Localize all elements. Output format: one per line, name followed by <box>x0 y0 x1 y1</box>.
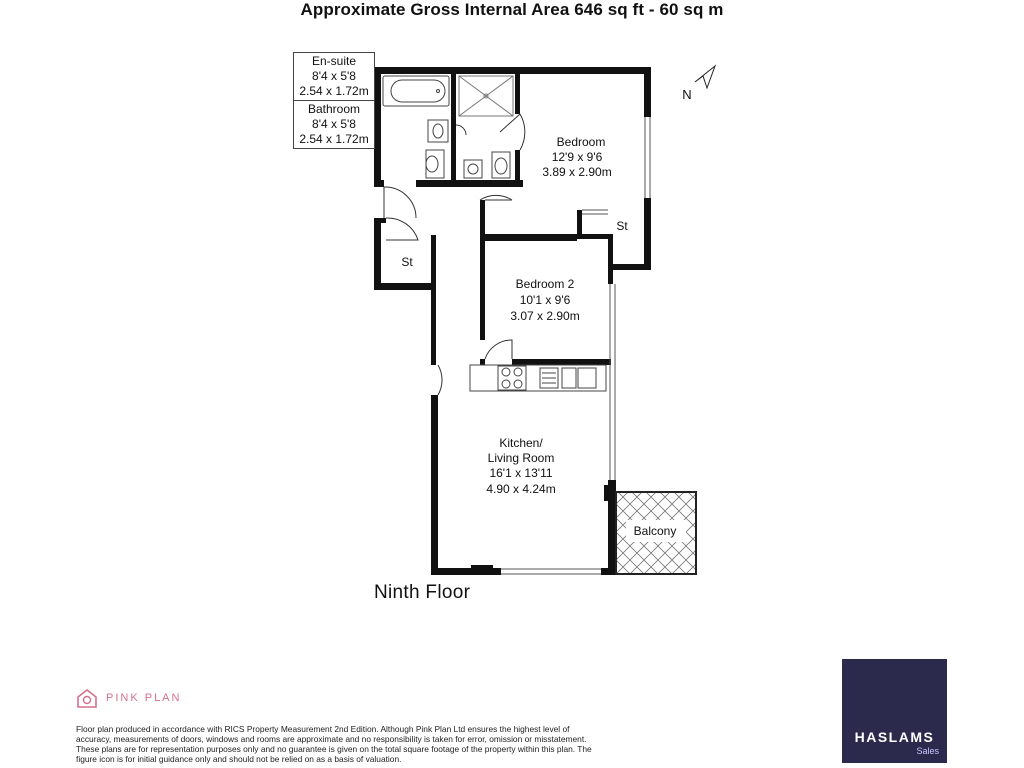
bath-fixture <box>383 76 449 106</box>
logo-text: PINK PLAN <box>106 692 182 704</box>
store1-label: St <box>401 255 413 269</box>
bathroom-name: Bathroom <box>307 102 361 116</box>
store2-label: St <box>616 219 628 233</box>
disclaimer-text: Floor plan produced in accordance with RICS Property Measurement 2nd Edition. Although Pink Plan Ltd ensures the highest level of accuracy, measurements of doors, windows and rooms are approximate and no responsibility is taken for error, omission or misstatement. These plans are for representation purposes only and no guarantee is given on the total square footage of the property within this plan. The figure icon is for initial guidance only and should not be relied on as a basis of valuation. <box>76 724 592 764</box>
balcony-label: Balcony <box>633 524 677 538</box>
brand-sub: Sales <box>916 746 939 756</box>
north-label: N <box>682 87 692 102</box>
ensuite-fixtures <box>464 152 510 178</box>
ensuite-imperial: 8'4 x 5'8 <box>312 69 356 83</box>
ensuite-label-box <box>293 52 375 101</box>
ensuite-metric: 2.54 x 1.72m <box>299 84 369 98</box>
house-logo-icon <box>76 688 98 708</box>
bedroom2-name: Bedroom 2 <box>515 277 575 291</box>
bathroom-imperial: 8'4 x 5'8 <box>312 117 356 131</box>
floor-name: Ninth Floor <box>374 582 471 603</box>
haslams-brand-block <box>842 659 947 763</box>
pink-plan-logo <box>76 688 181 708</box>
kitchen-metric: 4.90 x 4.24m <box>486 482 556 496</box>
ensuite-name: En-suite <box>311 54 357 68</box>
bedroom2-imperial: 10'1 x 9'6 <box>519 293 571 307</box>
bathroom-fixtures <box>426 120 448 178</box>
bathroom-metric: 2.54 x 1.72m <box>299 132 369 146</box>
kitchen-worktop <box>470 365 606 391</box>
kitchen-name-2: Living Room <box>487 451 555 465</box>
plan-title: Approximate Gross Internal Area 646 sq ft - 60 sq m <box>300 0 724 19</box>
bathroom-label-box <box>293 100 375 149</box>
brand-name: HASLAMS <box>854 729 935 745</box>
shower-fixture <box>459 76 513 116</box>
north-arrow-icon <box>695 66 715 88</box>
kitchen-imperial: 16'1 x 13'11 <box>489 466 553 480</box>
bedroom2-metric: 3.07 x 2.90m <box>510 309 580 323</box>
bedroom-metric: 3.89 x 2.90m <box>542 165 612 179</box>
bedroom-name: Bedroom <box>556 135 606 149</box>
bedroom-imperial: 12'9 x 9'6 <box>551 150 603 164</box>
kitchen-name-1: Kitchen/ <box>499 436 543 450</box>
